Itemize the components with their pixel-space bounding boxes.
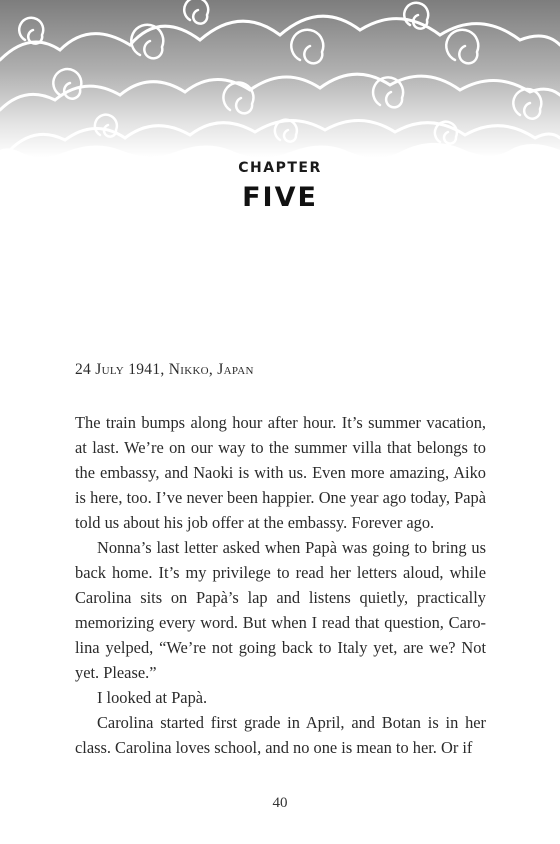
paragraph: I looked at Papà. (97, 688, 208, 707)
chapter-label: CHAPTER (238, 160, 322, 176)
dateline: 24 July 1941, Nikko, Japan (75, 361, 254, 378)
paragraph: Carolina started first grade in April, and Botan is in her class. Carolina loves school, and no one is mean to her. Or if (75, 713, 486, 757)
paragraph: The train bumps along hour after hour. It’s summer vacation, at last. We’re on our way to the summer villa that belongs to the embassy, and Naoki is with us. Even more amazing, Aiko is here, too. I’ve never been happier. One year ago today, Papà told us about his job offer at the embassy. Forever ago. (75, 413, 486, 532)
paragraph: Nonna’s last letter asked when Papà was going to bring us back home. It’s my privilege to read her letters aloud, while Carolina sits on Papà’s lap and listens quietly, practically memorizing every word. But when I read that question, Carolina yelped, “We’re not going back to Italy yet, are we? Not yet. Please.” (75, 538, 486, 682)
page-number: 40 (272, 795, 288, 811)
body-text (75, 410, 486, 760)
chapter-number: FIVE (242, 182, 318, 213)
